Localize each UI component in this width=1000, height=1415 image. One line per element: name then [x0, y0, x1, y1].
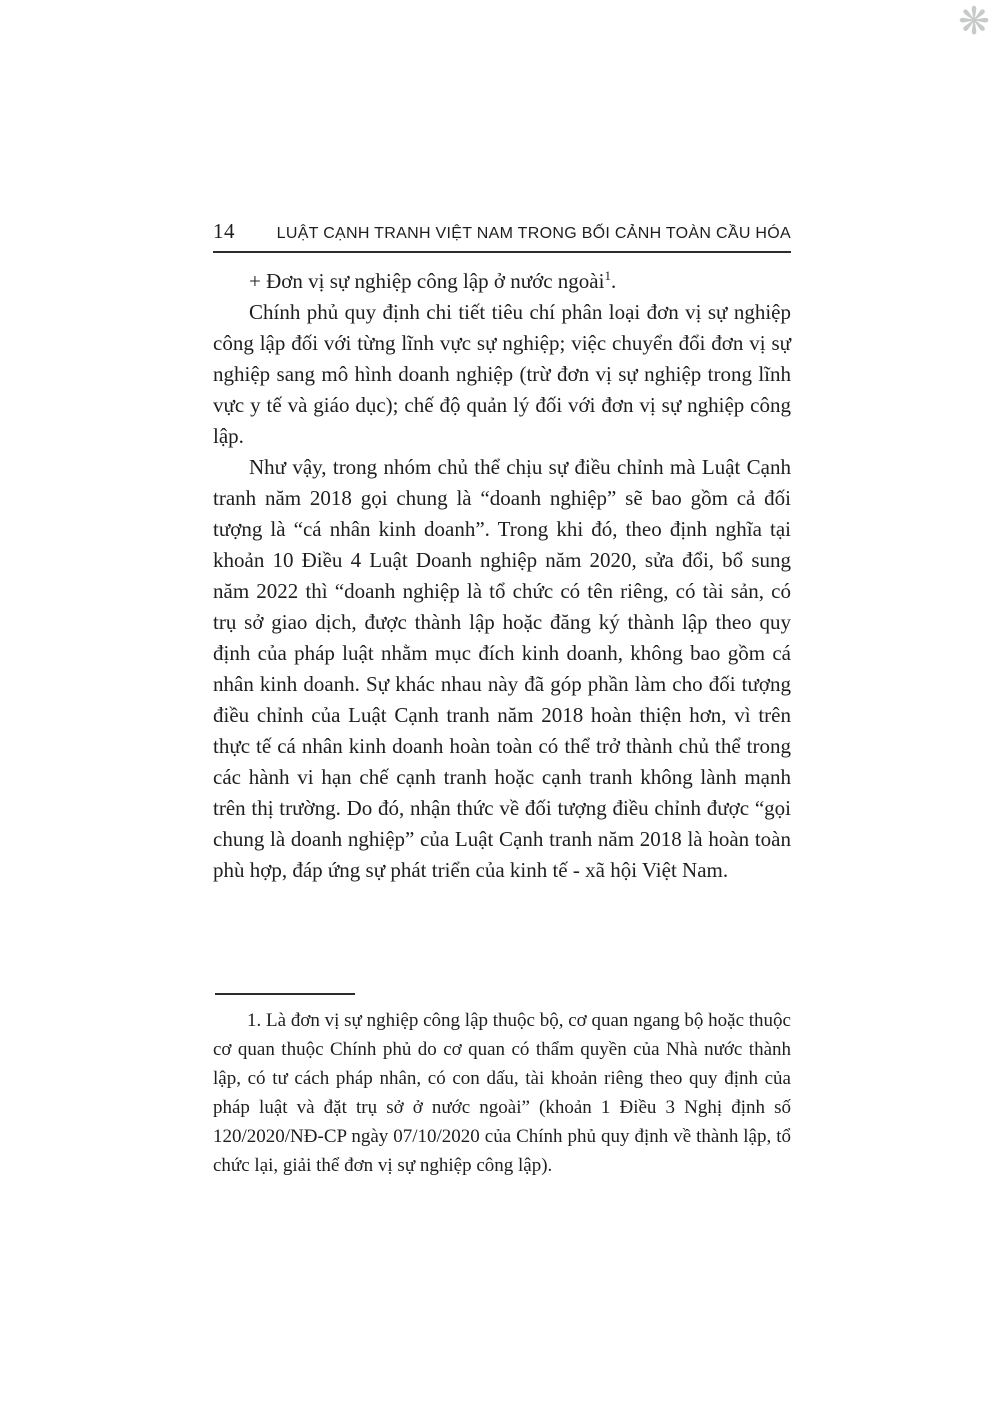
body-paragraph: Như vậy, trong nhóm chủ thể chịu sự điều chỉnh mà Luật Cạnh tranh năm 2018 gọi chung là “doanh nghiệp” sẽ bao gồm cả đối tượng là “cá nhân kinh doanh”. Trong khi đó, theo định nghĩa tại khoản 10 Điều 4 Luật Doanh nghiệp năm 2020, sửa đổi, bổ sung năm 2022 thì “doanh nghiệp là tổ chức có tên riêng, có tài sản, có trụ sở giao dịch, được thành lập hoặc đăng ký thành lập theo quy định của pháp luật nhằm mục đích kinh doanh, không bao gồm cá nhân kinh doanh. Sự khác nhau này đã góp phần làm cho đối tượng điều chỉnh của Luật Cạnh tranh năm 2018 hoàn thiện hơn, vì trên thực tế cá nhân kinh doanh hoàn toàn có thể trở thành chủ thể trong các hành vi hạn chế cạnh tranh hoặc cạnh tranh không lành mạnh trên thị trường. Do đó, nhận thức về đối tượng điều chỉnh được “gọi chung là doanh nghiệp” của Luật Cạnh tranh năm 2018 là hoàn toàn phù hợp, đáp ứng sự phát triển của kinh tế - xã hội Việt Nam.	[213, 455, 791, 882]
page-number: 14	[213, 219, 235, 243]
publisher-flower-icon: ❋	[958, 0, 990, 43]
bullet-item-text: + Đơn vị sự nghiệp công lập ở nước ngoài	[249, 269, 605, 293]
footnote-divider	[215, 993, 355, 995]
footnote-reference: 1	[604, 268, 611, 283]
page-header	[213, 219, 791, 253]
page-body	[213, 266, 791, 886]
footnote-text: 1. Là đơn vị sự nghiệp công lập thuộc bộ, cơ quan ngang bộ hoặc thuộc cơ quan thuộc Chính phủ do cơ quan có thẩm quyền của Nhà nước thành lập, có tư cách pháp nhân, có con dấu, tài khoản riêng theo quy định của pháp luật và đặt trụ sở ở nước ngoài” (khoản 1 Điều 3 Nghị định số 120/2020/NĐ-CP ngày 07/10/2020 của Chính phủ quy định về thành lập, tổ chức lại, giải thể đơn vị sự nghiệp công lập).	[213, 1010, 791, 1176]
bullet-paragraph	[213, 266, 791, 297]
body-paragraph: Chính phủ quy định chi tiết tiêu chí phân loại đơn vị sự nghiệp công lập đối với từng lĩnh vực sự nghiệp; việc chuyển đổi đơn vị sự nghiệp sang mô hình doanh nghiệp (trừ đơn vị sự nghiệp trong lĩnh vực y tế và giáo dục); chế độ quản lý đối với đơn vị sự nghiệp công lập.	[213, 300, 791, 448]
bullet-item-period: .	[610, 269, 617, 293]
running-title: LUẬT CẠNH TRANH VIỆT NAM TRONG BỐI CẢNH TOÀN CẦU HÓA	[276, 225, 791, 242]
